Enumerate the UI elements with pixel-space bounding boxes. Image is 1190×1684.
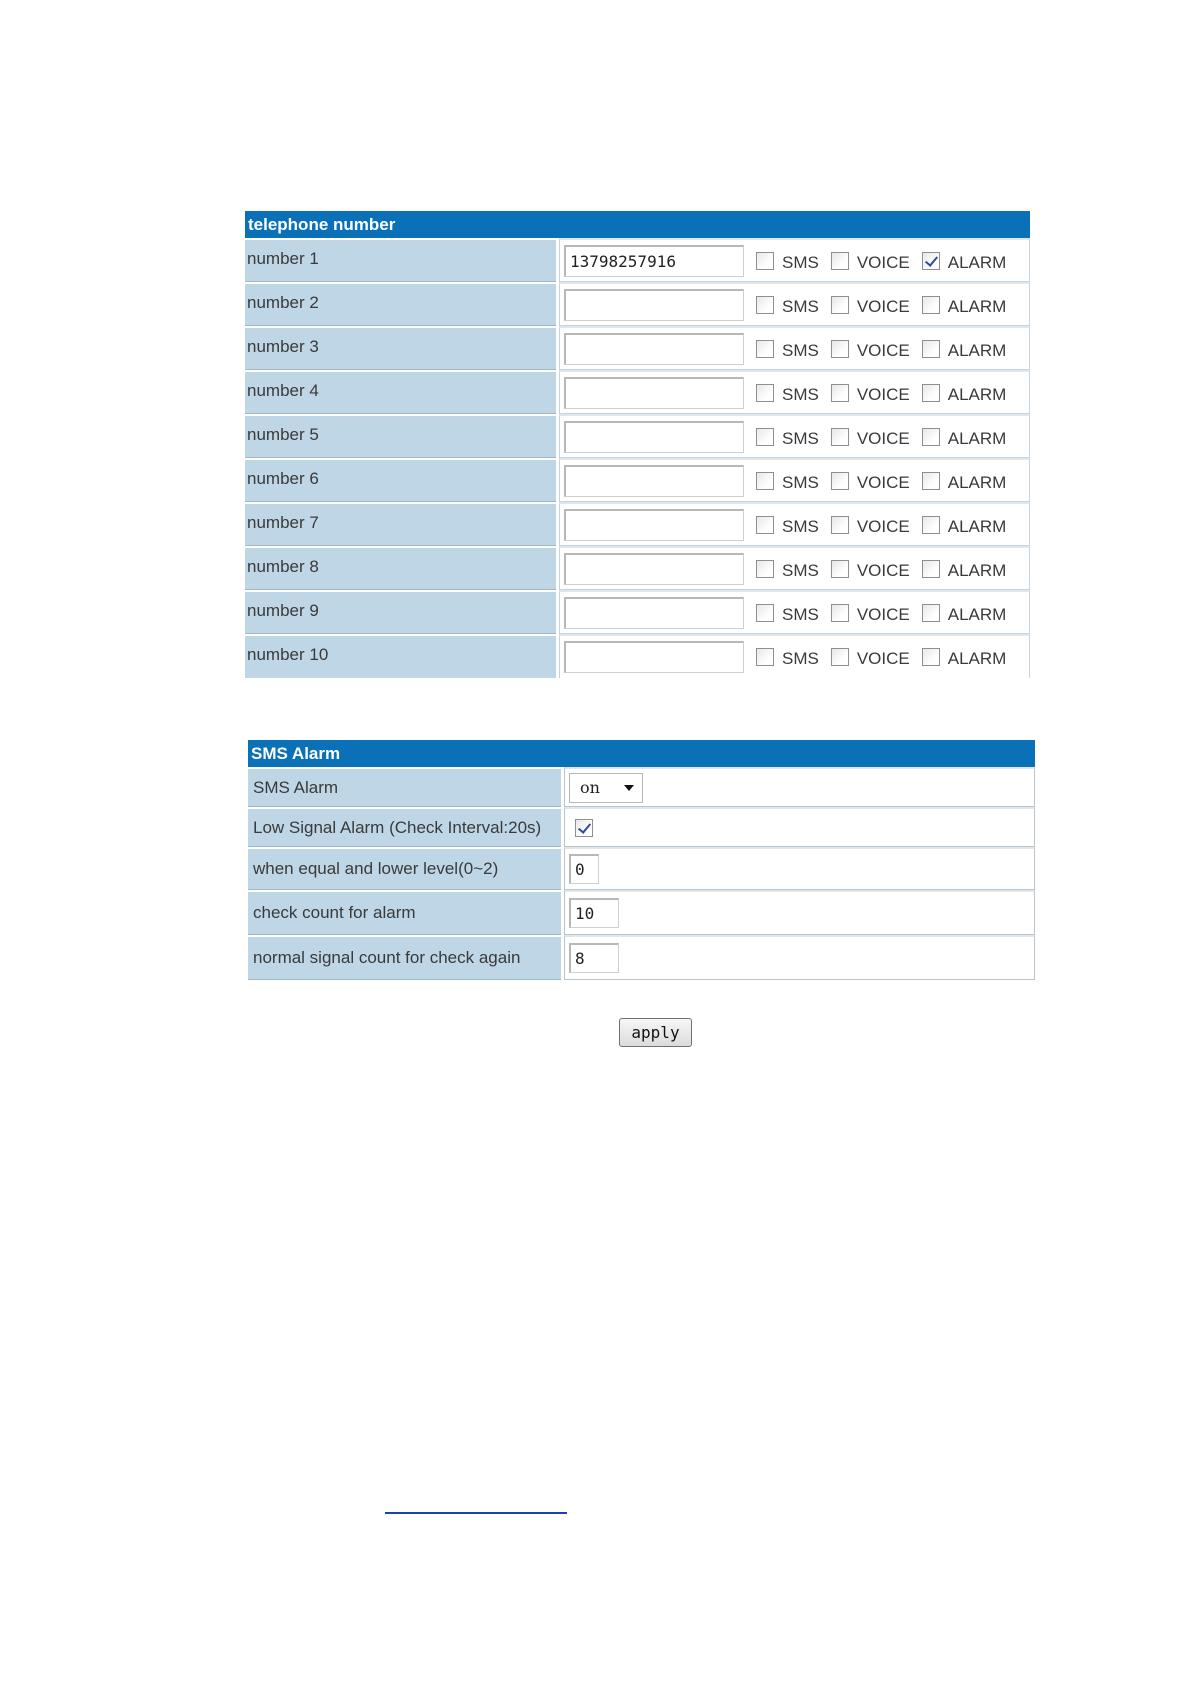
telephone-row (245, 370, 1030, 414)
signal-level-input[interactable] (569, 854, 599, 884)
voice-option (831, 515, 922, 535)
alarm-option (922, 383, 1019, 403)
alarm-checkbox[interactable] (922, 296, 940, 314)
voice-option (831, 339, 922, 359)
signal-level-row (248, 847, 1035, 890)
sms-checkbox[interactable] (756, 340, 774, 358)
check-count-value-cell (564, 890, 1035, 935)
telephone-row (245, 414, 1030, 458)
normal-signal-count-input[interactable] (569, 943, 619, 973)
sms-checkbox[interactable] (756, 472, 774, 490)
sms-checkbox-label: SMS (782, 340, 819, 360)
sms-checkbox-label: SMS (782, 560, 819, 580)
voice-checkbox-label: VOICE (856, 649, 910, 668)
voice-checkbox[interactable] (831, 604, 849, 622)
telephone-number-input[interactable] (564, 465, 744, 497)
telephone-row-label: number 2 (245, 282, 556, 326)
voice-checkbox[interactable] (831, 428, 849, 446)
sms-alarm-select[interactable] (569, 773, 643, 803)
sms-checkbox[interactable] (756, 384, 774, 402)
normal-signal-count-row (248, 935, 1035, 980)
signal-level-label: when equal and lower level(0~2) (248, 847, 561, 890)
alarm-option (922, 559, 1019, 579)
alarm-checkbox[interactable] (922, 384, 940, 402)
telephone-number-input[interactable] (564, 377, 744, 409)
sms-checkbox-label: SMS (782, 428, 819, 448)
sms-checkbox-label: SMS (782, 604, 819, 624)
telephone-row (245, 326, 1030, 370)
alarm-checkbox-label: ALARM (947, 516, 1007, 536)
telephone-row (245, 238, 1030, 282)
voice-option (831, 559, 922, 579)
sms-option (756, 295, 831, 315)
sms-alarm-label: SMS Alarm (248, 767, 561, 807)
voice-checkbox[interactable] (831, 252, 849, 270)
sms-alarm-row (248, 767, 1035, 807)
sms-option (756, 251, 831, 271)
telephone-number-input[interactable] (564, 641, 744, 673)
low-signal-alarm-label: Low Signal Alarm (Check Interval:20s) (248, 807, 561, 847)
sms-checkbox[interactable] (756, 648, 774, 666)
telephone-row (245, 634, 1030, 678)
telephone-number-input[interactable] (564, 333, 744, 365)
telephone-row (245, 282, 1030, 326)
voice-checkbox[interactable] (831, 648, 849, 666)
voice-checkbox-label: VOICE (856, 340, 910, 360)
telephone-number-panel (245, 211, 1030, 678)
telephone-number-header: telephone number (245, 211, 1030, 238)
sms-checkbox-label: SMS (782, 384, 819, 404)
telephone-number-input[interactable] (564, 289, 744, 321)
voice-checkbox-label: VOICE (856, 384, 910, 404)
sms-checkbox-label: SMS (782, 472, 819, 492)
sms-checkbox[interactable] (756, 516, 774, 534)
telephone-row-label: number 6 (245, 458, 556, 502)
voice-option (831, 295, 922, 315)
telephone-row-label: number 4 (245, 370, 556, 414)
alarm-checkbox[interactable] (922, 560, 940, 578)
voice-option (831, 251, 922, 271)
alarm-option (922, 515, 1019, 535)
sms-alarm-header: SMS Alarm (248, 740, 1035, 767)
alarm-checkbox[interactable] (922, 516, 940, 534)
telephone-row-value-cell (559, 634, 1030, 678)
alarm-checkbox[interactable] (922, 252, 940, 270)
alarm-checkbox-label: ALARM (947, 560, 1007, 580)
voice-option (831, 603, 922, 623)
voice-checkbox[interactable] (831, 516, 849, 534)
telephone-row (245, 502, 1030, 546)
check-count-row (248, 890, 1035, 935)
telephone-row-value-cell (559, 370, 1030, 414)
alarm-option (922, 339, 1019, 359)
sms-option (756, 427, 831, 447)
low-signal-alarm-row (248, 807, 1035, 847)
telephone-row-value-cell (559, 414, 1030, 458)
sms-option (756, 647, 831, 667)
voice-checkbox[interactable] (831, 296, 849, 314)
telephone-number-rows (245, 238, 1030, 678)
alarm-checkbox-label: ALARM (947, 340, 1007, 360)
sms-checkbox[interactable] (756, 560, 774, 578)
telephone-row-value-cell (559, 546, 1030, 590)
voice-checkbox[interactable] (831, 472, 849, 490)
alarm-option (922, 295, 1019, 315)
sms-option (756, 603, 831, 623)
voice-checkbox-label: VOICE (856, 428, 910, 448)
voice-option (831, 383, 922, 403)
voice-checkbox-label: VOICE (856, 472, 910, 492)
check-count-label: check count for alarm (248, 890, 561, 935)
telephone-number-input[interactable] (564, 421, 744, 453)
alarm-checkbox[interactable] (922, 340, 940, 358)
sms-option (756, 515, 831, 535)
alarm-checkbox[interactable] (922, 648, 940, 666)
sms-option (756, 559, 831, 579)
sms-option (756, 471, 831, 491)
sms-checkbox-label: SMS (782, 296, 819, 316)
alarm-checkbox[interactable] (922, 428, 940, 446)
alarm-checkbox-label: ALARM (947, 384, 1007, 404)
sms-checkbox[interactable] (756, 428, 774, 446)
voice-checkbox[interactable] (831, 560, 849, 578)
sms-alarm-panel (248, 740, 1035, 980)
sms-checkbox-label: SMS (782, 516, 819, 536)
telephone-row-label: number 3 (245, 326, 556, 370)
voice-checkbox[interactable] (831, 340, 849, 358)
telephone-row (245, 590, 1030, 634)
normal-signal-count-label: normal signal count for check again (248, 935, 561, 980)
telephone-row (245, 458, 1030, 502)
alarm-checkbox-label: ALARM (947, 296, 1007, 316)
check-count-input[interactable] (569, 898, 619, 928)
sms-checkbox[interactable] (756, 296, 774, 314)
alarm-checkbox[interactable] (922, 472, 940, 490)
low-signal-alarm-value-cell (564, 807, 1035, 847)
apply-button[interactable]: apply (619, 1018, 692, 1047)
sms-alarm-value-cell (564, 767, 1035, 807)
telephone-row-value-cell (559, 458, 1030, 502)
sms-option (756, 339, 831, 359)
signal-level-value-cell (564, 847, 1035, 890)
footer-link[interactable] (385, 1512, 567, 1514)
voice-checkbox-label: VOICE (856, 604, 910, 624)
voice-option (831, 427, 922, 447)
voice-checkbox-label: VOICE (856, 516, 910, 536)
telephone-row-value-cell (559, 282, 1030, 326)
voice-checkbox[interactable] (831, 384, 849, 402)
telephone-number-input[interactable] (564, 245, 744, 277)
alarm-option (922, 647, 1019, 667)
sms-checkbox-label: SMS (782, 649, 819, 668)
sms-checkbox-label: SMS (782, 252, 819, 272)
sms-option (756, 383, 831, 403)
alarm-option (922, 471, 1019, 491)
chevron-down-icon (624, 785, 634, 791)
telephone-row-label: number 7 (245, 502, 556, 546)
alarm-checkbox-label: ALARM (947, 252, 1007, 272)
voice-option (831, 647, 922, 667)
telephone-row-label: number 10 (245, 634, 556, 678)
telephone-row-value-cell (559, 502, 1030, 546)
telephone-row-label: number 1 (245, 238, 556, 282)
normal-signal-count-value-cell (564, 935, 1035, 980)
alarm-checkbox[interactable] (922, 604, 940, 622)
voice-checkbox-label: VOICE (856, 560, 910, 580)
telephone-row (245, 546, 1030, 590)
voice-option (831, 471, 922, 491)
telephone-row-value-cell (559, 590, 1030, 634)
alarm-option (922, 603, 1019, 623)
alarm-checkbox-label: ALARM (947, 649, 1007, 668)
alarm-option (922, 427, 1019, 447)
alarm-checkbox-label: ALARM (947, 428, 1007, 448)
voice-checkbox-label: VOICE (856, 296, 910, 316)
telephone-number-input[interactable] (564, 509, 744, 541)
voice-checkbox-label: VOICE (856, 252, 910, 272)
sms-checkbox[interactable] (756, 604, 774, 622)
alarm-option (922, 251, 1019, 271)
sms-alarm-select-value: on (580, 778, 600, 797)
sms-checkbox[interactable] (756, 252, 774, 270)
alarm-checkbox-label: ALARM (947, 472, 1007, 492)
telephone-row-value-cell (559, 326, 1030, 370)
telephone-number-input[interactable] (564, 597, 744, 629)
telephone-row-label: number 5 (245, 414, 556, 458)
alarm-checkbox-label: ALARM (947, 604, 1007, 624)
telephone-row-value-cell (559, 238, 1030, 282)
low-signal-alarm-checkbox[interactable] (575, 819, 593, 837)
telephone-row-label: number 9 (245, 590, 556, 634)
telephone-row-label: number 8 (245, 546, 556, 590)
telephone-number-input[interactable] (564, 553, 744, 585)
